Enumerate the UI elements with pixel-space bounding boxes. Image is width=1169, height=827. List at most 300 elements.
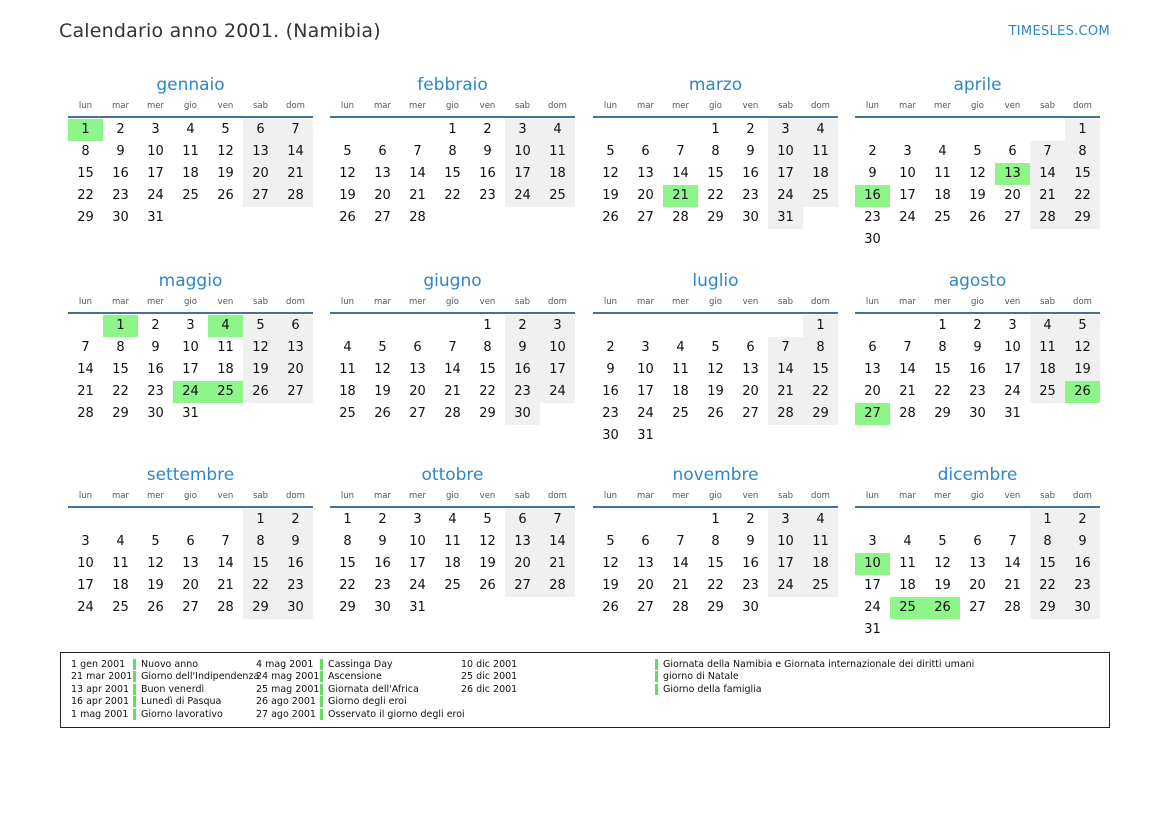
day-cell: 13 <box>637 166 654 181</box>
day-cell: 14 <box>540 531 575 553</box>
holiday-day-cell: 26 <box>925 597 960 619</box>
weekday-label: gio <box>709 101 722 111</box>
weekday-label: gio <box>971 297 984 307</box>
day-cell: 11 <box>803 141 838 163</box>
weekday-label: ven <box>217 101 234 111</box>
empty-cell <box>890 315 925 337</box>
day-cell: 5 <box>343 144 352 159</box>
day-cell: 15 <box>243 553 278 575</box>
day-cell: 15 <box>934 362 951 377</box>
legend-marker <box>320 709 323 720</box>
day-cell: 24 <box>864 600 881 615</box>
day-cell: 10 <box>768 141 803 163</box>
legend-date: 21 mar 2001 <box>71 671 133 683</box>
day-cell: 3 <box>505 119 540 141</box>
header-rule <box>330 506 575 508</box>
day-cell: 25 <box>540 185 575 207</box>
day-cell: 4 <box>343 340 352 355</box>
day-cell: 15 <box>707 556 724 571</box>
day-cell: 20 <box>409 384 426 399</box>
weekday-label: mar <box>374 297 391 307</box>
day-cell: 20 <box>278 359 313 381</box>
legend-date: 1 gen 2001 <box>71 658 126 670</box>
empty-cell <box>925 509 960 531</box>
day-cell: 2 <box>868 144 877 159</box>
weekday-label: mer <box>408 101 426 111</box>
day-cell: 23 <box>602 406 619 421</box>
weekday-label: mer <box>933 491 951 501</box>
weekday-label: sab <box>777 101 794 111</box>
weekday-header <box>593 99 838 113</box>
day-cell: 22 <box>243 575 278 597</box>
weekday-label: mar <box>112 297 129 307</box>
day-cell: 30 <box>602 428 619 443</box>
day-cell: 11 <box>112 556 129 571</box>
day-cell: 11 <box>540 141 575 163</box>
day-cell: 12 <box>602 556 619 571</box>
day-cell: 3 <box>81 534 90 549</box>
legend-date: 26 dic 2001 <box>461 683 518 695</box>
day-cell: 4 <box>1030 315 1065 337</box>
day-cell: 2 <box>116 122 125 137</box>
day-cell: 20 <box>243 163 278 185</box>
holiday-day-cell: 24 <box>173 381 208 403</box>
day-cell: 27 <box>637 600 654 615</box>
day-cell: 17 <box>409 556 426 571</box>
day-cell: 2 <box>483 122 492 137</box>
weekday-label: ven <box>479 297 496 307</box>
day-cell: 22 <box>803 381 838 403</box>
holiday-day-cell: 25 <box>890 597 925 619</box>
weekday-label: sab <box>252 297 269 307</box>
day-cell: 26 <box>243 381 278 403</box>
day-cell: 20 <box>969 578 986 593</box>
day-cell: 4 <box>540 119 575 141</box>
day-cell: 25 <box>803 185 838 207</box>
day-cell: 14 <box>768 359 803 381</box>
empty-cell <box>593 315 628 337</box>
empty-cell <box>855 315 890 337</box>
legend-holiday-name: Cassinga Day <box>328 658 393 670</box>
day-cell: 18 <box>1030 359 1065 381</box>
day-cell: 26 <box>602 600 619 615</box>
month-title: novembre <box>672 465 759 485</box>
month-title: aprile <box>953 75 1002 95</box>
weekday-label: ven <box>217 491 234 501</box>
day-cell: 20 <box>742 384 759 399</box>
day-cell: 2 <box>278 509 313 531</box>
day-grid <box>593 509 838 619</box>
weekday-label: gio <box>446 491 459 501</box>
empty-cell <box>628 119 663 141</box>
day-cell: 1 <box>803 315 838 337</box>
day-cell: 8 <box>81 144 90 159</box>
weekday-label: gio <box>184 491 197 501</box>
day-cell: 22 <box>112 384 129 399</box>
day-cell: 6 <box>378 144 387 159</box>
weekday-label: dom <box>548 491 567 501</box>
day-cell: 16 <box>742 556 759 571</box>
day-cell: 15 <box>707 166 724 181</box>
day-cell: 29 <box>112 406 129 421</box>
day-grid <box>68 509 313 619</box>
empty-cell <box>960 509 995 531</box>
day-cell: 29 <box>243 597 278 619</box>
day-cell: 9 <box>606 362 615 377</box>
legend-holiday-name: Lunedì di Pasqua <box>141 696 222 708</box>
day-cell: 31 <box>768 207 803 229</box>
header-rule <box>593 116 838 118</box>
day-cell: 9 <box>278 531 313 553</box>
month-ottobre <box>330 463 575 619</box>
empty-cell <box>628 509 663 531</box>
weekday-label: sab <box>777 491 794 501</box>
weekday-label: mer <box>671 297 689 307</box>
day-cell: 17 <box>77 578 94 593</box>
day-cell: 6 <box>868 340 877 355</box>
day-cell: 12 <box>934 556 951 571</box>
day-cell: 1 <box>343 512 352 527</box>
day-cell: 31 <box>182 406 199 421</box>
day-cell: 7 <box>676 144 685 159</box>
day-cell: 14 <box>444 362 461 377</box>
day-cell: 30 <box>112 210 129 225</box>
day-cell: 4 <box>903 534 912 549</box>
empty-cell <box>400 315 435 337</box>
weekday-label: gio <box>184 297 197 307</box>
legend-marker <box>133 659 136 670</box>
legend-date: 26 ago 2001 <box>256 696 316 708</box>
day-cell: 23 <box>505 381 540 403</box>
day-cell: 5 <box>483 512 492 527</box>
day-cell: 30 <box>278 597 313 619</box>
day-cell: 18 <box>803 163 838 185</box>
day-cell: 22 <box>707 188 724 203</box>
day-cell: 4 <box>803 119 838 141</box>
day-cell: 9 <box>505 337 540 359</box>
day-cell: 17 <box>899 188 916 203</box>
day-cell: 5 <box>221 122 230 137</box>
day-cell: 21 <box>278 163 313 185</box>
legend-entry <box>71 708 259 721</box>
header-rule <box>330 312 575 314</box>
weekday-label: gio <box>709 491 722 501</box>
weekday-header <box>330 295 575 309</box>
holiday-legend <box>60 652 1110 728</box>
weekday-label: dom <box>811 491 830 501</box>
legend-date: 25 mag 2001 <box>256 683 320 695</box>
weekday-label: mer <box>933 297 951 307</box>
day-cell: 25 <box>182 188 199 203</box>
day-cell: 16 <box>505 359 540 381</box>
day-cell: 9 <box>973 340 982 355</box>
day-cell: 17 <box>768 553 803 575</box>
day-cell: 17 <box>182 362 199 377</box>
day-cell: 28 <box>444 406 461 421</box>
day-cell: 24 <box>768 185 803 207</box>
site-link[interactable]: TIMESLES.COM <box>1008 24 1110 39</box>
day-cell: 5 <box>938 534 947 549</box>
day-cell: 23 <box>864 210 881 225</box>
weekday-label: lun <box>78 101 93 111</box>
weekday-label: ven <box>742 491 759 501</box>
day-cell: 13 <box>278 337 313 359</box>
day-cell: 10 <box>899 166 916 181</box>
empty-cell <box>663 119 698 141</box>
day-cell: 25 <box>934 210 951 225</box>
day-cell: 28 <box>278 185 313 207</box>
day-cell: 7 <box>676 534 685 549</box>
day-cell: 16 <box>742 166 759 181</box>
day-cell: 4 <box>186 122 195 137</box>
holiday-day-cell: 16 <box>855 185 890 207</box>
legend-holiday-name: Osservato il giorno degli eroi <box>328 708 465 720</box>
day-cell: 22 <box>77 188 94 203</box>
day-cell: 26 <box>707 406 724 421</box>
legend-column <box>71 658 259 721</box>
legend-marker <box>320 684 323 695</box>
month-dicembre <box>855 463 1100 641</box>
day-cell: 11 <box>672 362 689 377</box>
weekday-label: gio <box>971 491 984 501</box>
month-aprile <box>855 73 1100 251</box>
day-cell: 28 <box>1004 600 1021 615</box>
day-cell: 10 <box>147 144 164 159</box>
day-cell: 18 <box>672 384 689 399</box>
day-cell: 18 <box>112 578 129 593</box>
day-cell: 13 <box>969 556 986 571</box>
day-cell: 8 <box>1065 141 1100 163</box>
day-cell: 20 <box>1004 188 1021 203</box>
legend-entry <box>256 708 465 721</box>
day-cell: 26 <box>147 600 164 615</box>
legend-holiday-name: Giornata dell'Africa <box>328 683 419 695</box>
empty-cell <box>365 119 400 141</box>
weekday-label: mer <box>933 101 951 111</box>
day-cell: 2 <box>746 512 755 527</box>
day-cell: 7 <box>1030 141 1065 163</box>
weekday-label: lun <box>865 101 880 111</box>
weekday-label: sab <box>514 101 531 111</box>
day-cell: 14 <box>77 362 94 377</box>
day-cell: 26 <box>217 188 234 203</box>
day-cell: 24 <box>77 600 94 615</box>
day-grid <box>330 119 575 229</box>
empty-cell <box>365 315 400 337</box>
legend-entry <box>461 658 974 671</box>
empty-cell <box>330 119 365 141</box>
day-cell: 12 <box>374 362 391 377</box>
day-cell: 18 <box>540 163 575 185</box>
month-title: marzo <box>688 75 743 95</box>
day-cell: 6 <box>505 509 540 531</box>
weekday-label: lun <box>340 101 355 111</box>
day-cell: 17 <box>147 166 164 181</box>
legend-marker <box>655 671 658 682</box>
day-cell: 8 <box>116 340 125 355</box>
empty-cell <box>435 315 470 337</box>
day-cell: 25 <box>803 575 838 597</box>
weekday-header <box>68 489 313 503</box>
day-cell: 23 <box>112 188 129 203</box>
day-cell: 29 <box>1065 207 1100 229</box>
weekday-label: sab <box>252 491 269 501</box>
day-cell: 22 <box>934 384 951 399</box>
legend-date: 24 mag 2001 <box>256 671 320 683</box>
day-cell: 19 <box>969 188 986 203</box>
day-cell: 9 <box>1065 531 1100 553</box>
day-cell: 15 <box>803 359 838 381</box>
legend-marker <box>655 659 658 670</box>
day-cell: 7 <box>81 340 90 355</box>
day-grid <box>330 315 575 425</box>
day-grid <box>593 119 838 229</box>
day-cell: 8 <box>343 534 352 549</box>
day-cell: 6 <box>746 340 755 355</box>
empty-cell <box>663 509 698 531</box>
weekday-label: mer <box>146 297 164 307</box>
empty-cell <box>330 315 365 337</box>
day-cell: 22 <box>1065 185 1100 207</box>
day-cell: 13 <box>374 166 391 181</box>
day-cell: 30 <box>505 403 540 425</box>
weekday-label: ven <box>479 101 496 111</box>
day-cell: 5 <box>973 144 982 159</box>
day-cell: 27 <box>278 381 313 403</box>
day-cell: 11 <box>803 531 838 553</box>
day-cell: 7 <box>1008 534 1017 549</box>
month-gennaio <box>68 73 313 229</box>
day-cell: 28 <box>409 210 426 225</box>
day-grid <box>593 315 838 447</box>
day-cell: 27 <box>969 600 986 615</box>
day-cell: 6 <box>641 144 650 159</box>
day-cell: 10 <box>409 534 426 549</box>
day-cell: 29 <box>707 210 724 225</box>
day-cell: 20 <box>637 578 654 593</box>
day-cell: 12 <box>602 166 619 181</box>
weekday-label: gio <box>709 297 722 307</box>
day-cell: 8 <box>448 144 457 159</box>
day-cell: 11 <box>182 144 199 159</box>
day-grid <box>855 119 1100 251</box>
day-cell: 5 <box>378 340 387 355</box>
legend-holiday-name: Giorno lavorativo <box>141 708 223 720</box>
day-cell: 19 <box>934 578 951 593</box>
day-cell: 25 <box>1030 381 1065 403</box>
day-cell: 28 <box>217 600 234 615</box>
weekday-label: ven <box>1004 297 1021 307</box>
month-maggio <box>68 269 313 425</box>
day-cell: 9 <box>116 144 125 159</box>
day-cell: 10 <box>1004 340 1021 355</box>
legend-marker <box>133 709 136 720</box>
weekday-label: lun <box>340 491 355 501</box>
day-cell: 23 <box>278 575 313 597</box>
day-cell: 20 <box>864 384 881 399</box>
weekday-label: dom <box>286 101 305 111</box>
weekday-label: lun <box>865 297 880 307</box>
weekday-label: lun <box>603 101 618 111</box>
day-cell: 23 <box>742 188 759 203</box>
day-cell: 22 <box>444 188 461 203</box>
legend-entry <box>461 671 974 684</box>
legend-entry <box>256 696 465 709</box>
day-cell: 12 <box>147 556 164 571</box>
day-grid <box>68 315 313 425</box>
day-cell: 4 <box>938 144 947 159</box>
day-cell: 27 <box>637 210 654 225</box>
empty-cell <box>995 119 1030 141</box>
day-cell: 24 <box>768 575 803 597</box>
holiday-day-cell: 25 <box>208 381 243 403</box>
day-cell: 31 <box>637 428 654 443</box>
legend-date: 10 dic 2001 <box>461 658 518 670</box>
month-title: dicembre <box>937 465 1018 485</box>
day-cell: 21 <box>444 384 461 399</box>
day-cell: 30 <box>864 232 881 247</box>
day-cell: 9 <box>746 144 755 159</box>
day-cell: 3 <box>903 144 912 159</box>
day-cell: 17 <box>505 163 540 185</box>
empty-cell <box>768 315 803 337</box>
holiday-day-cell: 1 <box>68 119 103 141</box>
day-cell: 15 <box>479 362 496 377</box>
day-cell: 7 <box>768 337 803 359</box>
empty-cell <box>890 119 925 141</box>
day-cell: 6 <box>186 534 195 549</box>
day-cell: 24 <box>147 188 164 203</box>
weekday-label: lun <box>603 491 618 501</box>
day-cell: 26 <box>602 210 619 225</box>
day-cell: 19 <box>602 188 619 203</box>
day-cell: 19 <box>1065 359 1100 381</box>
day-cell: 7 <box>278 119 313 141</box>
weekday-label: sab <box>1039 101 1056 111</box>
day-cell: 29 <box>707 600 724 615</box>
weekday-label: mer <box>671 491 689 501</box>
day-cell: 27 <box>505 575 540 597</box>
legend-marker <box>320 696 323 707</box>
legend-date: 27 ago 2001 <box>256 708 316 720</box>
day-cell: 1 <box>711 122 720 137</box>
weekday-label: mar <box>374 491 391 501</box>
day-cell: 4 <box>803 509 838 531</box>
day-cell: 19 <box>339 188 356 203</box>
day-cell: 27 <box>1004 210 1021 225</box>
weekday-label: ven <box>217 297 234 307</box>
weekday-label: lun <box>78 491 93 501</box>
day-cell: 7 <box>221 534 230 549</box>
day-cell: 19 <box>243 359 278 381</box>
day-cell: 18 <box>217 362 234 377</box>
empty-cell <box>733 315 768 337</box>
weekday-label: sab <box>514 491 531 501</box>
empty-cell <box>173 509 208 531</box>
weekday-label: gio <box>446 101 459 111</box>
day-cell: 6 <box>413 340 422 355</box>
header-rule <box>855 116 1100 118</box>
day-cell: 16 <box>1065 553 1100 575</box>
day-cell: 24 <box>409 578 426 593</box>
weekday-label: mar <box>899 491 916 501</box>
day-cell: 22 <box>339 578 356 593</box>
day-cell: 12 <box>969 166 986 181</box>
day-cell: 3 <box>413 512 422 527</box>
day-cell: 9 <box>378 534 387 549</box>
holiday-day-cell: 13 <box>995 163 1030 185</box>
day-cell: 9 <box>746 534 755 549</box>
